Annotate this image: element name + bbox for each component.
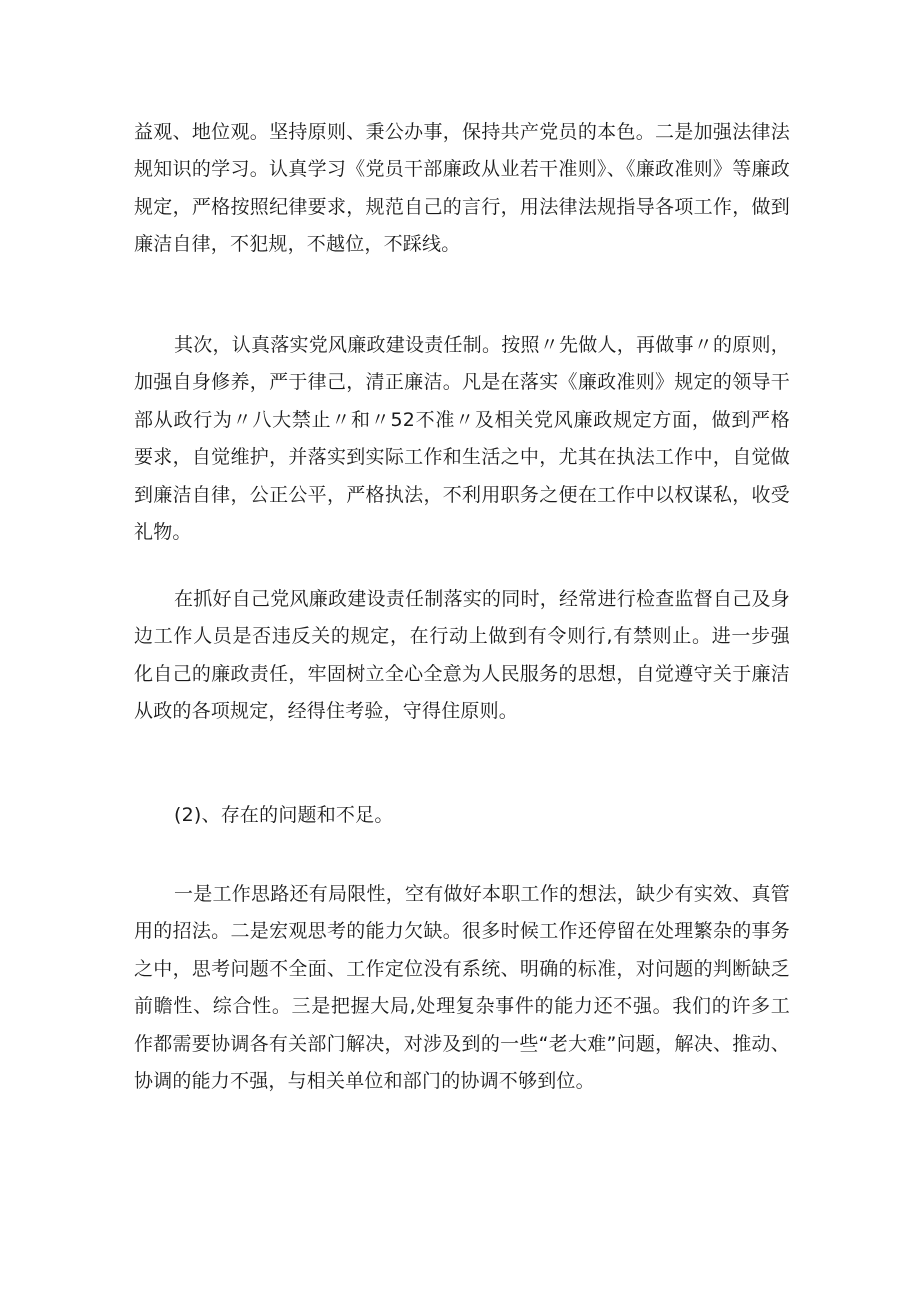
section-heading-problems: (2)、存在的问题和不足。 bbox=[174, 804, 394, 826]
paragraph-supervision: 在抓好自己党风廉政建设责任制落实的同时，经常进行检查监督自己及身边工作人员是否违反关的规定，在行动上做到有令则行,有禁则止。进一步强化自己的廉政责任，牢固树立全心全意为人民服务的思想，自觉遵守关于廉洁从政的各项规定，经得住考验，守得住原则。 bbox=[134, 588, 790, 723]
paragraph-continuation: 益观、地位观。坚持原则、秉公办事，保持共产党员的本色。二是加强法律法规知识的学习。认真学习《党员干部廉政从业若干准则》、《廉政准则》等廉政规定，严格按照纪律要求，规范自己的言行，用法律法规指导各项工作，做到廉洁自律，不犯规，不越位，不踩线。 bbox=[134, 121, 790, 256]
paragraph-problems: 一是工作思路还有局限性，空有做好本职工作的想法，缺少有实效、真管用的招法。二是宏观思考的能力欠缺。很多时候工作还停留在处理繁杂的事务之中，思考问题不全面、工作定位没有系统、明确的标准，对问题的判断缺乏前瞻性、综合性。三是把握大局,处理复杂事件的能力还不强。我们的许多工作都需要协调各有关部门解决，对涉及到的一些“老大难”问题，解决、推动、协调的能力不强，与相关单位和部门的协调不够到位。 bbox=[134, 883, 790, 1093]
paragraph-responsibility-system: 其次，认真落实党风廉政建设责任制。按照〃先做人，再做事〃的原则，加强自身修养，严于律己，清正廉洁。凡是在落实《廉政准则》规定的领导干部从政行为〃八大禁止〃和〃52不准〃及相关党风廉政规定方面，做到严格要求，自觉维护，并落实到实际工作和生活之中，尤其在执法工作中，自觉做到廉洁自律，公正公平，严格执法，不利用职务之便在工作中以权谋私，收受礼物。 bbox=[134, 334, 790, 544]
